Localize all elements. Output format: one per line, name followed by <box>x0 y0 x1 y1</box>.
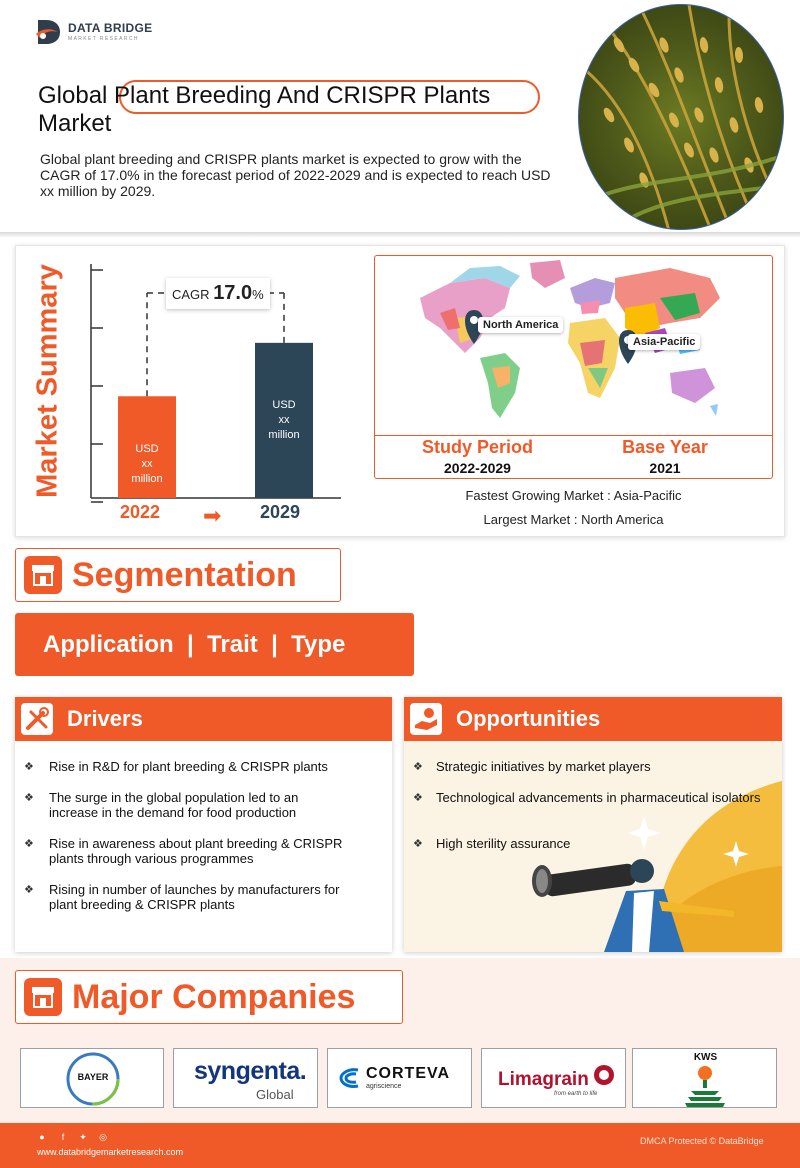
study-period-value: 2022-2029 <box>444 460 511 476</box>
map-divider <box>375 435 772 436</box>
segmentation-header <box>15 548 341 602</box>
corteva-mark-icon <box>338 1066 362 1090</box>
kws-mark-icon <box>685 1065 725 1107</box>
dmca-badge[interactable]: DMCA Protected © DataBridge <box>640 1136 764 1146</box>
company-logo-limagrain[interactable] <box>481 1048 626 1108</box>
tools-icon <box>21 703 53 735</box>
bullet-icon: ❖ <box>413 838 423 850</box>
cagr-suffix: % <box>252 287 264 302</box>
footer-website-link[interactable]: www.databridgemarketresearch.com <box>37 1147 184 1157</box>
company-logo-syngenta[interactable] <box>173 1048 318 1108</box>
bullet-icon: ❖ <box>413 761 423 773</box>
study-period-label: Study Period <box>421 437 533 457</box>
bar-label-2029: USD xx million <box>268 399 300 441</box>
opportunity-item: Strategic initiatives by market players <box>436 759 651 774</box>
drivers-title: Drivers <box>67 706 143 731</box>
fastest-growing-market: Fastest Growing Market : Asia-Pacific <box>465 488 682 503</box>
page-title <box>38 82 558 138</box>
hand-coin-icon <box>410 703 442 735</box>
whatsapp-icon[interactable]: ● <box>39 1132 45 1142</box>
instagram-icon[interactable]: ◎ <box>99 1132 107 1142</box>
rice-image <box>578 4 784 230</box>
driver-item: Rising in number of launches by manufacturers for plant breeding & CRISPR plants <box>49 882 340 912</box>
bullet-icon: ❖ <box>24 792 34 804</box>
store-icon <box>24 978 62 1016</box>
company-logo-bayer[interactable] <box>20 1048 164 1108</box>
bullet-icon: ❖ <box>24 761 34 773</box>
opportunity-item: Technological advancements in pharmaceutical isolators <box>436 790 761 805</box>
segmentation-title: Segmentation <box>72 555 297 594</box>
company-logo-corteva[interactable] <box>327 1048 472 1108</box>
driver-item: Rise in awareness about plant breeding & CRISPR plants through various programmes <box>49 836 343 866</box>
bullet-icon: ❖ <box>24 884 34 896</box>
header-divider <box>0 232 800 238</box>
syngenta-logo-subtext: Global <box>256 1087 294 1102</box>
title-suffix: Market <box>38 110 112 137</box>
bayer-logo-text: BAYER <box>77 1072 109 1082</box>
bullet-icon: ❖ <box>24 838 34 850</box>
year-2022: 2022 <box>120 502 161 522</box>
opportunities-title: Opportunities <box>456 706 601 731</box>
limagrain-mark-icon <box>592 1063 616 1087</box>
bar-label-2022: USD xx million <box>131 443 163 485</box>
header <box>0 0 800 235</box>
kws-logo-text: KWS <box>693 1052 718 1063</box>
major-companies-title: Major Companies <box>72 977 356 1016</box>
pin-label-asia-pacific: Asia-Pacific <box>628 334 700 350</box>
page-description: Global plant breeding and CRISPR plants market is expected to grow with the CAGR of 17.0% in the forecast period of 2022-2029 and is expected to reach USD xx million by 2029. <box>40 151 551 199</box>
market-summary-title: Market Summary <box>31 264 64 498</box>
store-icon <box>24 556 62 594</box>
driver-item: The surge in the global population led to an increase in the demand for food production <box>49 790 299 820</box>
bullet-icon: ❖ <box>413 792 423 804</box>
pin-label-north-america: North America <box>478 317 563 333</box>
year-2029: 2029 <box>260 502 301 522</box>
title-highlight: Plant Breeding And CRISPR Plants <box>114 82 491 109</box>
base-year-label: Base Year <box>622 437 708 457</box>
driver-item: Rise in R&D for plant breeding & CRISPR plants <box>49 759 328 774</box>
logo-icon <box>34 16 62 46</box>
drivers-panel <box>15 697 392 952</box>
company-logo-kws[interactable] <box>632 1048 777 1108</box>
growth-arrow-icon: ➡ <box>203 503 222 528</box>
limagrain-logo-text: Limagrain <box>498 1069 589 1090</box>
syngenta-logo-text: syngenta. <box>194 1057 307 1085</box>
opportunity-item: High sterility assurance <box>436 836 571 851</box>
cagr-prefix: CAGR <box>172 287 210 302</box>
title-prefix: Global <box>38 82 115 109</box>
brand-logo[interactable] <box>34 16 152 46</box>
largest-market: Largest Market : North America <box>483 512 664 527</box>
segmentation-list: Application | Trait | Type <box>43 630 346 658</box>
twitter-icon[interactable]: ✦ <box>79 1132 87 1142</box>
corteva-logo-text: CORTEVA <box>366 1065 451 1082</box>
facebook-icon[interactable]: f <box>61 1132 65 1142</box>
brand-tagline: MARKET RESEARCH <box>68 35 139 42</box>
major-companies-header <box>15 970 403 1024</box>
corteva-logo-subtext: agriscience <box>366 1083 402 1090</box>
segmentation-categories <box>15 613 414 676</box>
base-year-value: 2021 <box>649 460 681 476</box>
brand-name: DATA BRIDGE <box>68 20 153 35</box>
limagrain-logo-subtext: from earth to life <box>554 1091 598 1097</box>
opportunities-panel <box>404 697 782 952</box>
cagr-label <box>166 278 270 309</box>
opportunities-header <box>404 697 782 741</box>
cagr-value: 17.0 <box>213 282 253 304</box>
drivers-header <box>15 697 392 741</box>
